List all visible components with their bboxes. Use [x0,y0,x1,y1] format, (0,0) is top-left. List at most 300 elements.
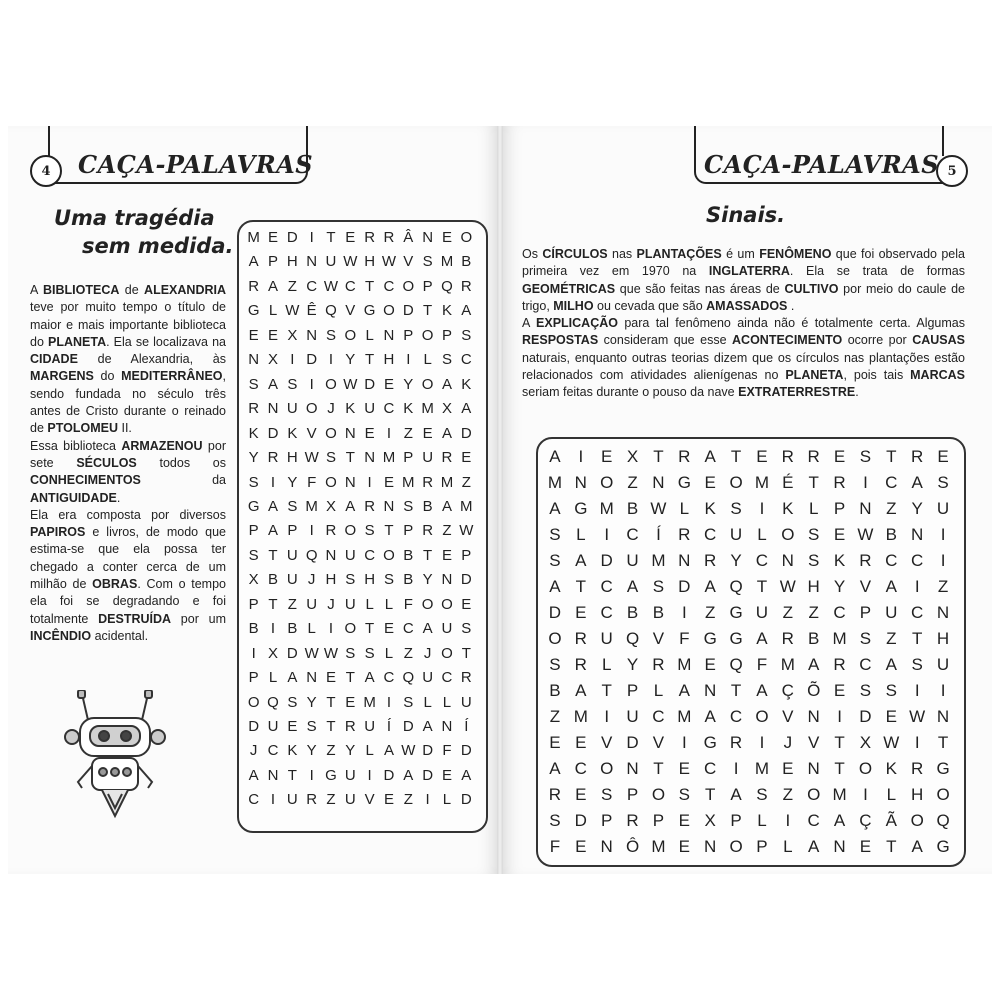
right-grid-letter[interactable]: E [833,447,846,466]
right-grid-letter[interactable]: C [911,603,924,622]
left-grid-letter[interactable]: W [343,375,358,393]
left-grid-letter[interactable]: E [287,718,298,735]
right-grid-letter[interactable]: A [885,577,897,596]
right-grid-letter[interactable]: D [600,551,613,570]
left-grid-letter[interactable]: W [459,522,474,540]
right-grid-letter[interactable]: O [755,707,769,726]
right-grid-letter[interactable]: W [909,707,926,726]
right-grid-letter[interactable]: C [755,551,769,570]
right-grid-letter[interactable]: C [626,525,639,544]
left-grid-letter[interactable]: R [441,449,453,467]
left-grid-letter[interactable]: C [306,277,318,295]
left-grid-letter[interactable]: E [267,326,278,344]
left-grid-letter[interactable]: P [441,326,452,344]
left-grid-letter[interactable]: U [364,400,376,418]
left-grid-letter[interactable]: T [326,693,336,711]
left-grid-letter[interactable]: S [325,326,336,344]
left-grid-letter[interactable]: F [307,473,317,491]
right-grid-letter[interactable]: M [780,655,795,674]
left-grid-letter[interactable]: T [384,522,394,540]
right-grid-letter[interactable]: E [678,837,690,856]
left-grid-letter[interactable]: T [423,302,433,320]
right-grid-letter[interactable]: E [575,837,587,856]
left-grid-letter[interactable]: N [344,424,356,442]
right-grid-letter[interactable]: O [548,629,562,648]
right-grid-letter[interactable]: T [730,447,742,466]
right-grid-letter[interactable]: T [834,759,845,778]
right-grid-letter[interactable]: E [937,447,949,466]
left-grid-letter[interactable]: S [248,375,259,393]
right-grid-letter[interactable]: N [600,837,613,856]
left-grid-letter[interactable]: D [460,571,472,589]
right-grid-letter[interactable]: T [653,447,664,466]
left-grid-letter[interactable]: X [287,326,298,344]
left-grid-letter[interactable]: Z [461,473,471,491]
right-grid-letter[interactable]: T [601,681,612,700]
left-grid-letter[interactable]: O [402,277,415,295]
right-grid-letter[interactable]: C [807,811,820,830]
right-grid-letter[interactable]: L [576,525,586,544]
left-grid-letter[interactable]: W [323,644,339,662]
right-grid-letter[interactable]: P [601,811,613,830]
right-grid-letter[interactable]: S [678,785,690,804]
right-grid-letter[interactable]: L [757,811,767,830]
right-grid-letter[interactable]: N [936,603,950,622]
left-grid-letter[interactable]: W [304,449,319,467]
right-grid-letter[interactable]: Z [627,473,638,492]
left-grid-letter[interactable]: I [290,351,295,369]
right-grid-letter[interactable]: O [600,473,614,492]
right-grid-letter[interactable]: W [883,733,900,752]
left-grid-letter[interactable]: C [248,791,260,809]
left-grid-letter[interactable]: C [364,546,376,564]
right-grid-letter[interactable]: R [911,447,924,466]
left-grid-letter[interactable]: V [364,791,375,809]
right-grid-letter[interactable]: G [574,499,588,518]
left-grid-letter[interactable]: L [365,595,374,613]
left-grid-letter[interactable]: Ê [306,302,317,320]
left-grid-letter[interactable]: U [364,718,376,735]
right-grid-letter[interactable]: I [733,759,739,778]
right-grid-letter[interactable]: S [756,785,768,804]
right-grid-letter[interactable]: Y [833,577,846,596]
left-grid-letter[interactable]: C [402,620,414,638]
right-grid-letter[interactable]: A [549,577,561,596]
left-grid-letter[interactable]: D [286,229,298,246]
left-grid-letter[interactable]: S [325,449,336,467]
right-grid-letter[interactable]: P [859,603,872,622]
left-grid-letter[interactable]: S [403,693,414,711]
right-grid-letter[interactable]: U [626,707,639,726]
right-grid-letter[interactable]: Q [729,655,743,674]
left-grid-letter[interactable]: L [307,620,316,638]
right-grid-letter[interactable]: M [677,707,692,726]
left-grid-letter[interactable]: U [344,546,356,564]
left-grid-letter[interactable]: S [248,473,259,491]
left-grid-letter[interactable]: J [249,742,258,760]
left-grid-letter[interactable]: A [267,522,278,540]
left-grid-letter[interactable]: M [305,497,318,515]
right-grid-letter[interactable]: G [936,837,950,856]
right-grid-letter[interactable]: T [937,733,949,752]
left-grid-letter[interactable]: R [460,669,472,687]
left-grid-letter[interactable]: D [460,791,472,809]
left-grid-letter[interactable]: A [345,497,356,515]
left-grid-letter[interactable]: L [384,644,394,662]
left-grid-letter[interactable]: M [247,229,260,246]
right-grid-letter[interactable]: I [785,811,791,830]
left-grid-letter[interactable]: S [248,546,259,564]
left-grid-letter[interactable]: U [441,620,453,638]
right-grid-letter[interactable]: Z [886,629,897,648]
right-grid-letter[interactable]: T [730,681,742,700]
right-grid-letter[interactable]: P [730,811,742,830]
right-grid-letter[interactable]: N [807,759,820,778]
right-grid-letter[interactable]: N [626,759,639,778]
right-grid-letter[interactable]: O [858,759,873,778]
left-grid-letter[interactable]: Y [422,571,433,589]
right-grid-letter[interactable]: S [859,447,872,466]
left-grid-letter[interactable]: B [403,571,414,589]
right-grid-letter[interactable]: R [678,447,691,466]
right-grid-letter[interactable]: É [782,473,794,492]
right-grid-letter[interactable]: Q [936,811,950,830]
right-grid-letter[interactable]: U [600,629,613,648]
right-grid-letter[interactable]: Y [911,499,923,518]
right-grid-letter[interactable]: A [911,473,923,492]
left-grid-letter[interactable]: W [343,253,358,271]
left-grid-letter[interactable]: X [267,644,278,662]
right-grid-letter[interactable]: F [756,655,768,674]
right-grid-letter[interactable]: S [808,525,820,544]
right-grid-letter[interactable]: E [885,707,897,726]
left-grid-letter[interactable]: A [403,766,414,784]
left-grid-letter[interactable]: I [309,766,314,784]
left-grid-letter[interactable]: C [441,669,453,687]
right-grid-letter[interactable]: U [626,551,639,570]
left-grid-letter[interactable]: P [248,669,259,687]
right-grid-letter[interactable]: T [575,577,586,596]
left-grid-letter[interactable]: A [287,669,298,687]
right-grid-letter[interactable]: C [600,577,613,596]
right-grid-letter[interactable]: Z [704,603,716,622]
left-grid-letter[interactable]: R [248,400,260,418]
left-grid-letter[interactable]: W [323,277,339,295]
right-grid-letter[interactable]: G [936,759,950,778]
right-grid-letter[interactable]: S [601,785,613,804]
right-grid-letter[interactable]: M [599,499,614,518]
left-grid-letter[interactable]: S [287,693,298,711]
right-grid-letter[interactable]: T [886,447,897,466]
left-grid-letter[interactable]: C [344,277,356,295]
right-grid-letter[interactable]: R [574,655,587,674]
left-grid-letter[interactable]: E [364,424,375,442]
left-grid-letter[interactable]: O [441,595,453,613]
left-grid-letter[interactable]: N [441,571,453,589]
right-grid-letter[interactable]: A [678,681,690,700]
right-grid-letter[interactable]: I [940,551,946,570]
right-grid-letter[interactable]: C [859,655,872,674]
right-grid-letter[interactable]: I [759,499,765,518]
right-grid-letter[interactable]: Í [656,525,661,544]
right-grid-letter[interactable]: A [549,759,561,778]
left-grid-letter[interactable]: Â [403,229,414,246]
left-grid-letter[interactable]: N [306,326,318,344]
right-grid-letter[interactable]: C [729,707,743,726]
right-grid-letter[interactable]: N [704,837,717,856]
left-grid-letter[interactable]: A [383,742,394,760]
right-grid-letter[interactable]: M [651,837,666,856]
right-grid-letter[interactable]: I [837,707,842,726]
right-grid-letter[interactable]: I [759,733,765,752]
right-grid-letter[interactable]: N [704,681,717,700]
left-grid-letter[interactable]: X [325,497,336,515]
left-grid-letter[interactable]: Z [287,277,297,295]
left-grid-letter[interactable]: U [306,595,318,613]
right-grid-letter[interactable]: E [575,785,587,804]
left-grid-letter[interactable]: R [383,229,395,246]
left-grid-letter[interactable]: O [305,400,318,418]
right-grid-letter[interactable]: I [863,785,868,804]
left-grid-letter[interactable]: H [383,351,395,369]
left-grid-letter[interactable]: N [422,229,434,246]
left-grid-letter[interactable]: I [309,229,314,246]
left-grid-letter[interactable]: S [461,620,472,638]
right-grid-letter[interactable]: A [808,655,820,674]
right-grid-letter[interactable]: I [863,473,868,492]
right-grid-letter[interactable]: D [548,603,562,622]
right-grid-letter[interactable]: S [808,551,820,570]
left-grid-letter[interactable]: W [285,302,300,320]
left-grid-letter[interactable]: G [363,302,376,320]
left-grid-letter[interactable]: U [286,791,298,809]
left-grid-letter[interactable]: R [344,718,356,735]
left-grid-letter[interactable]: Q [325,302,337,320]
right-grid-letter[interactable]: L [886,785,897,804]
right-grid-letter[interactable]: C [885,473,898,492]
left-grid-letter[interactable]: E [383,473,394,491]
left-grid-letter[interactable]: R [267,449,279,467]
right-grid-letter[interactable]: Q [625,629,640,648]
left-grid-letter[interactable]: K [248,424,259,442]
left-grid-letter[interactable]: T [423,546,433,564]
left-grid-letter[interactable]: R [460,277,472,295]
left-grid-letter[interactable]: P [267,253,278,271]
right-grid-letter[interactable]: B [626,499,639,518]
right-grid-letter[interactable]: Z [782,785,793,804]
left-grid-letter[interactable]: D [364,375,376,393]
left-grid-letter[interactable]: P [248,595,259,613]
left-grid-letter[interactable]: L [268,669,278,687]
left-grid-letter[interactable]: I [367,766,372,784]
right-grid-letter[interactable]: M [573,707,588,726]
left-grid-letter[interactable]: E [383,791,394,809]
left-grid-letter[interactable]: A [441,497,452,515]
left-grid-letter[interactable]: U [422,669,434,687]
right-grid-letter[interactable]: E [575,733,587,752]
left-grid-letter[interactable]: S [287,375,298,393]
right-grid-letter[interactable]: I [914,681,920,700]
right-grid-letter[interactable]: I [681,733,687,752]
left-grid-letter[interactable]: Y [403,375,414,393]
right-grid-letter[interactable]: B [808,629,820,648]
left-grid-letter[interactable]: N [325,546,337,564]
right-grid-letter[interactable]: R [859,551,872,570]
left-grid-letter[interactable]: I [328,620,334,638]
left-grid-letter[interactable]: D [306,351,318,369]
right-grid-letter[interactable]: G [703,629,717,648]
left-grid-letter[interactable]: L [268,302,278,320]
right-grid-letter[interactable]: K [833,551,846,570]
left-grid-letter[interactable]: T [345,449,355,467]
right-grid-letter[interactable]: C [911,551,924,570]
right-grid-letter[interactable]: A [911,837,923,856]
right-grid-letter[interactable]: I [940,525,946,544]
right-grid-letter[interactable]: N [859,499,872,518]
right-grid-letter[interactable]: A [756,629,768,648]
left-grid-letter[interactable]: D [267,424,279,442]
left-grid-letter[interactable]: A [248,766,259,784]
left-grid-letter[interactable]: D [383,766,395,784]
right-grid-letter[interactable]: U [885,603,898,622]
left-grid-letter[interactable]: A [248,253,259,271]
left-grid-letter[interactable]: S [306,718,317,735]
right-grid-letter[interactable]: O [600,759,614,778]
left-grid-letter[interactable]: S [383,571,394,589]
right-grid-letter[interactable]: R [548,785,562,804]
right-grid-letter[interactable]: D [859,707,872,726]
left-grid-letter[interactable]: M [440,253,454,271]
left-grid-letter[interactable]: I [425,791,430,809]
left-grid-letter[interactable]: A [267,497,278,515]
left-grid-letter[interactable]: T [326,718,336,735]
left-grid-letter[interactable]: M [440,473,454,491]
right-grid-letter[interactable]: R [704,551,717,570]
left-grid-letter[interactable]: E [461,595,472,613]
right-grid-letter[interactable]: O [651,785,666,804]
left-grid-letter[interactable]: T [365,620,375,638]
left-grid-letter[interactable]: I [367,473,372,491]
left-grid-letter[interactable]: P [461,546,472,564]
right-grid-letter[interactable]: M [754,759,770,778]
left-grid-letter[interactable]: E [383,375,394,393]
left-grid-letter[interactable]: Z [326,742,336,760]
right-grid-letter[interactable]: A [704,577,716,596]
right-grid-letter[interactable]: A [704,707,716,726]
left-grid-letter[interactable]: E [441,766,452,784]
left-grid-letter[interactable]: B [287,620,298,638]
left-grid-letter[interactable]: Y [287,473,298,491]
left-grid-letter[interactable]: Z [403,791,413,809]
left-grid-letter[interactable]: T [326,229,336,246]
right-grid-letter[interactable]: R [574,629,587,648]
left-grid-letter[interactable]: A [461,302,472,320]
left-grid-letter[interactable]: Q [305,546,318,564]
right-grid-letter[interactable]: Z [808,603,819,622]
left-grid-letter[interactable]: U [344,791,356,809]
left-grid-letter[interactable]: D [460,742,472,760]
right-grid-letter[interactable]: O [729,473,743,492]
left-grid-letter[interactable]: L [365,742,374,760]
left-grid-letter[interactable]: O [325,424,337,442]
right-grid-letter[interactable]: E [678,759,690,778]
right-grid-letter[interactable]: Ô [625,837,640,856]
right-grid-letter[interactable]: S [859,629,872,648]
left-grid-letter[interactable]: E [422,424,433,442]
left-grid-letter[interactable]: E [441,546,452,564]
left-grid-letter[interactable]: K [287,742,298,760]
right-grid-letter[interactable]: A [756,681,768,700]
left-grid-letter[interactable]: I [270,473,276,491]
right-grid-letter[interactable]: E [575,603,587,622]
left-grid-letter[interactable]: J [327,595,335,613]
right-grid-letter[interactable]: V [808,733,820,752]
left-grid-letter[interactable]: E [383,620,394,638]
left-grid-letter[interactable]: R [422,473,434,491]
left-grid-letter[interactable]: K [441,302,452,320]
right-grid-letter[interactable]: T [911,629,923,648]
left-grid-letter[interactable]: S [441,351,452,369]
left-grid-letter[interactable]: A [441,375,452,393]
left-grid-letter[interactable]: A [267,277,278,295]
right-grid-letter[interactable]: L [653,681,664,700]
left-grid-letter[interactable]: M [460,497,473,515]
left-grid-letter[interactable]: G [247,497,260,515]
right-grid-letter[interactable]: Ç [859,811,872,830]
right-grid-letter[interactable]: Q [729,577,743,596]
left-grid-letter[interactable]: V [403,253,414,271]
left-grid-letter[interactable]: O [383,302,395,320]
right-grid-letter[interactable]: A [885,655,897,674]
right-grid-letter[interactable]: N [807,707,820,726]
left-grid-letter[interactable]: L [442,693,452,711]
left-grid-letter[interactable]: R [422,522,434,540]
right-grid-letter[interactable]: E [601,447,613,466]
left-grid-letter[interactable]: U [286,571,298,589]
left-grid-letter[interactable]: Y [345,351,356,369]
right-grid-letter[interactable]: C [652,707,665,726]
right-grid-letter[interactable]: M [651,551,666,570]
right-grid-letter[interactable]: V [782,707,794,726]
left-grid-letter[interactable]: T [365,277,375,295]
left-grid-letter[interactable]: A [422,620,433,638]
left-grid-letter[interactable]: D [460,424,472,442]
right-grid-letter[interactable]: R [652,655,665,674]
right-grid-letter[interactable]: V [859,577,872,596]
left-grid-letter[interactable]: N [383,326,395,344]
left-grid-letter[interactable]: A [461,400,472,418]
left-grid-letter[interactable]: S [364,644,375,662]
right-grid-letter[interactable]: W [857,525,874,544]
right-grid-letter[interactable]: Y [626,655,639,674]
right-grid-letter[interactable]: C [704,759,717,778]
left-grid-letter[interactable]: D [422,766,434,784]
left-grid-letter[interactable]: I [386,693,392,711]
right-grid-letter[interactable]: E [704,655,716,674]
right-grid-letter[interactable]: B [549,681,561,700]
left-grid-letter[interactable]: P [248,522,259,540]
right-grid-letter[interactable]: V [601,733,613,752]
left-grid-letter[interactable]: H [364,253,376,271]
right-grid-letter[interactable]: B [885,525,897,544]
left-grid-letter[interactable]: D [286,644,298,662]
right-grid-letter[interactable]: P [833,499,846,518]
right-grid-letter[interactable]: P [626,681,639,700]
right-grid-letter[interactable]: Z [886,499,897,518]
left-grid-letter[interactable]: E [267,229,278,246]
left-grid-letter[interactable]: N [248,351,260,369]
left-grid-letter[interactable]: B [422,497,433,515]
